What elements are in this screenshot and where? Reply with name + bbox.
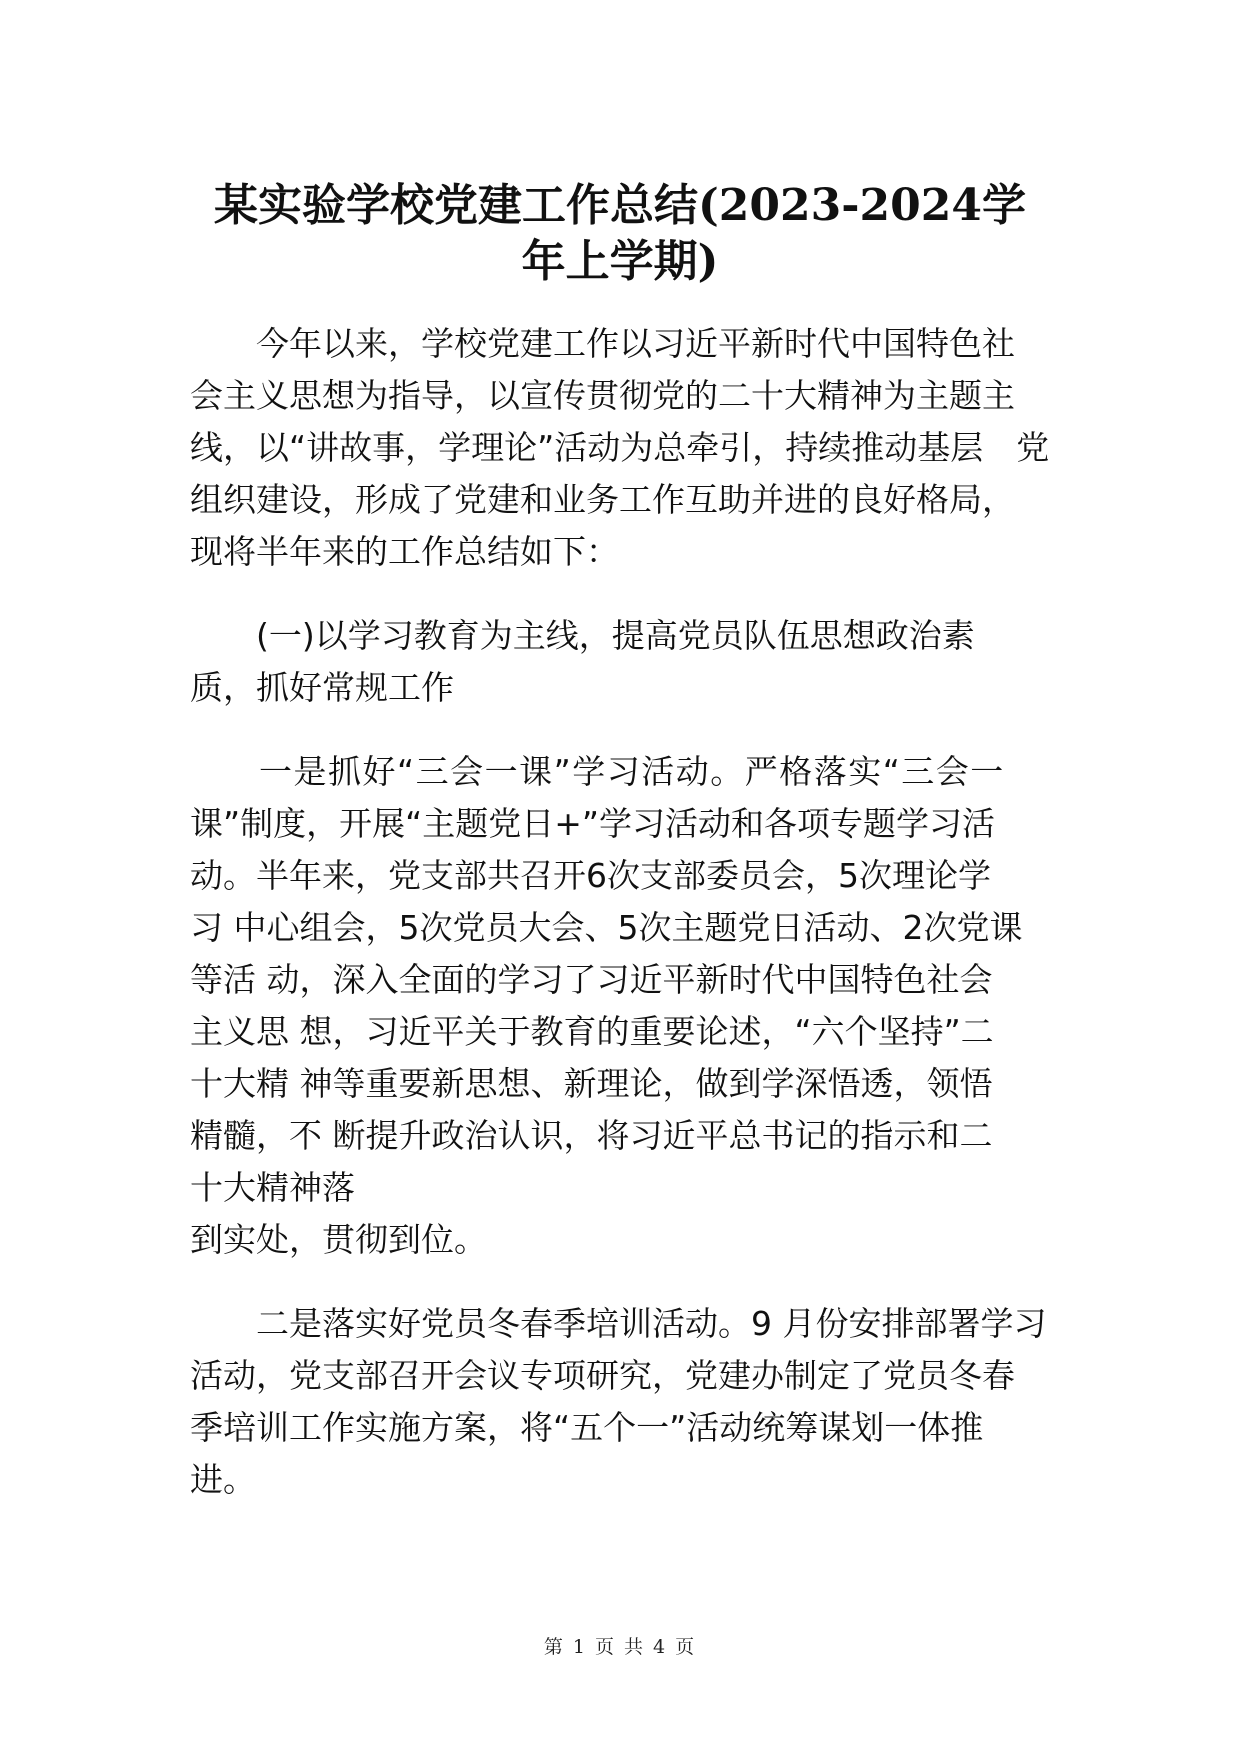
document-body	[190, 318, 1080, 1538]
title-line: 年上学期)	[521, 236, 719, 287]
text-line: 质，抓好常规工作	[190, 668, 454, 707]
text-line: 季培训工作实施方案，将“五个一”活动统筹谋划一体推	[190, 1408, 984, 1447]
title-line: 某实验学校党建工作总结(2023-2024学	[213, 180, 1026, 231]
text-line: 组织建设，形成了党建和业务工作互助并进的良好格局，	[190, 480, 1015, 519]
text-line: 活动，党支部召开会议专项研究，党建办制定了党员冬春	[190, 1356, 1015, 1395]
text-line: 精髓，不 断提升政治认识，将习近平总书记的指示和二	[190, 1116, 993, 1155]
text-line: 十大精神落	[190, 1168, 355, 1207]
text-line: 课”制度，开展“主题党日+”学习活动和各项专题学习活	[190, 804, 995, 843]
text-line: (一)以学习教育为主线，提高党员队伍思想政治素	[190, 616, 975, 655]
text-line: 到实处，贯彻到位。	[190, 1220, 487, 1259]
text-line: 进。	[190, 1460, 256, 1499]
document-title	[170, 178, 1070, 290]
text-line: 等活 动，深入全面的学习了习近平新时代中国特色社会	[190, 960, 993, 999]
text-line: 今年以来，学校党建工作以习近平新时代中国特色社	[190, 324, 1015, 363]
paragraph-intro	[190, 318, 1080, 578]
text-line: 一是抓好“三会一课”学习活动。严格落实“三会一	[190, 752, 1005, 791]
text-line: 线，以“讲故事，学理论”活动为总牵引，持续推动基层 党	[190, 428, 1050, 467]
paragraph-winter-training	[190, 1298, 1080, 1506]
text-line: 十大精 神等重要新思想、新理论，做到学深悟透，领悟	[190, 1064, 993, 1103]
text-line: 动。半年来，党支部共召开6次支部委员会，5次理论学	[190, 856, 991, 895]
paragraph-study-activities	[190, 746, 1080, 1266]
text-line: 会主义思想为指导，以宣传贯彻党的二十大精神为主题主	[190, 376, 1015, 415]
text-line: 二是落实好党员冬春季培训活动。9 月份安排部署学习	[190, 1304, 1047, 1343]
page-footer: 第 1 页 共 4 页	[543, 1636, 697, 1658]
section-heading	[190, 610, 1080, 714]
text-line: 主义思 想，习近平关于教育的重要论述，“六个坚持”二	[190, 1012, 994, 1051]
text-line: 现将半年来的工作总结如下：	[190, 532, 619, 571]
text-line: 习 中心组会，5次党员大会、5次主题党日活动、2次党课	[190, 908, 1023, 947]
